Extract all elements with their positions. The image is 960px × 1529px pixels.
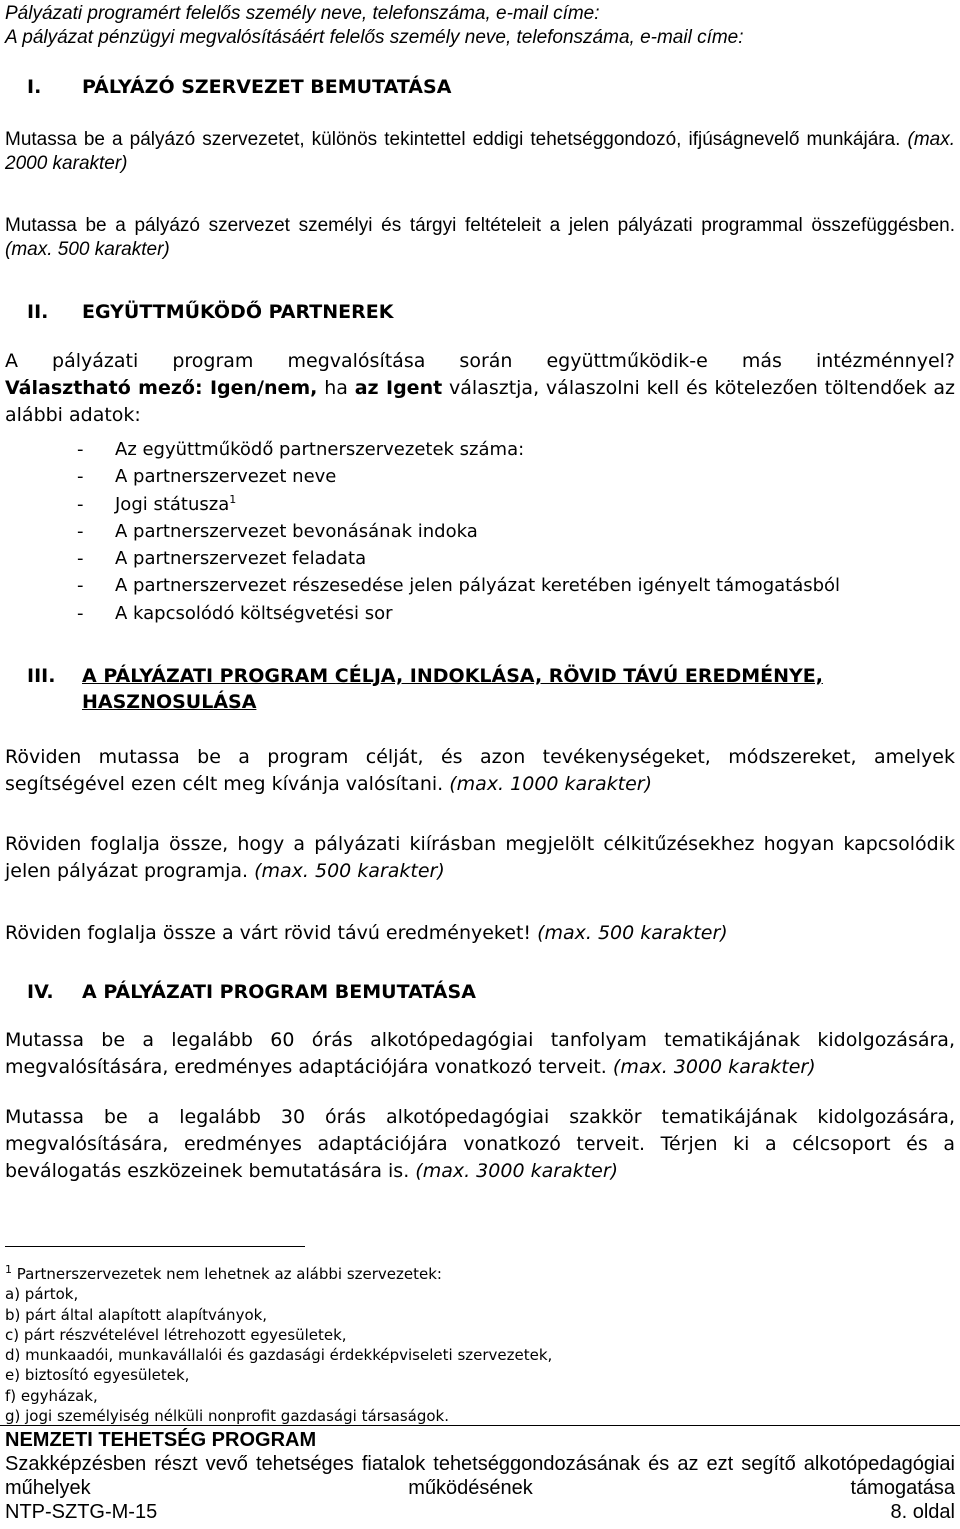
section-3-title-line-1: A PÁLYÁZATI PROGRAM CÉLJA, INDOKLÁSA, RÖVID TÁVÚ EREDMÉNYE, — [82, 665, 823, 687]
section-4-number: IV. — [27, 981, 54, 1003]
footnote-item: d) munkaadói, munkavállalói és gazdasági érdekképviseleti szervezetek, — [5, 1346, 553, 1365]
finance-contact-label: A pályázat pénzügyi megvalósításáért felelős személy neve, telefonszáma, e-mail címe: — [5, 27, 744, 48]
section-1-paragraph-1 — [5, 128, 955, 176]
list-item: - A partnerszervezet bevonásának indoka — [77, 520, 478, 542]
footer-code: NTP-SZTG-M-15 — [5, 1501, 158, 1523]
list-item: - A partnerszervezet feladata — [77, 548, 367, 570]
footer-rule — [0, 1425, 960, 1426]
section-2-intro — [5, 348, 955, 429]
page-footer — [5, 1428, 955, 1524]
char-limit: (max. 500 karakter) — [5, 239, 170, 260]
section-2-number: II. — [27, 301, 49, 323]
char-limit: (max. 500 karakter) — [254, 860, 445, 882]
char-limit: (max. 2000 karakter) — [5, 129, 956, 174]
section-1-paragraph-2 — [5, 214, 955, 262]
char-limit: (max. 3000 karakter) — [415, 1160, 619, 1182]
list-item: - Az együttműködő partnerszervezetek száma: — [77, 439, 525, 460]
footnote-item: b) párt által alapított alapítványok, — [5, 1305, 268, 1324]
section-3-paragraph-1: Röviden mutassa be a program célját, és azon tevékenységeket, módszereket, amelyek segítségével ezen célt meg kívánja valósítani. (max. 1000 karakter) — [5, 746, 955, 795]
footnote-ref: 1 — [229, 492, 237, 506]
section-4-paragraph-2: Mutassa be a legalább 30 órás alkotópedagógiai szakkör tematikájának kidolgozására, megvalósítására, eredményes adaptációjára vonatkozó terveit. Térjen ki a célcsoport és a beválogatás eszközeinek bemutatására is. (max. 3000 karakter) — [5, 1106, 955, 1182]
header-info — [5, 2, 955, 50]
footnote-intro: $^1$ Partnerszervezetek nem lehetnek az alábbi szervezetek: — [5, 1263, 442, 1283]
footnote-item: g) jogi személyiség nélküli nonprofit gazdasági társaságok. — [5, 1407, 449, 1426]
char-limit: (max. 1000 karakter) — [449, 773, 652, 795]
section-3-number: III. — [27, 665, 56, 687]
partner-data-list — [77, 436, 957, 627]
footnote — [5, 1264, 552, 1426]
page-number: 8. oldal — [890, 1501, 955, 1523]
list-item: - Jogi státusza$^1$ — [77, 492, 237, 515]
list-item: - A kapcsolódó költségvetési sor — [77, 602, 393, 624]
footnote-item: f) egyházak, — [5, 1386, 98, 1405]
section-4-title: A PÁLYÁZATI PROGRAM BEMUTATÁSA — [82, 981, 476, 1003]
footnote-item: a) pártok, — [5, 1285, 79, 1304]
char-limit: (max. 3000 karakter) — [612, 1056, 816, 1078]
yes-option: az Igent — [354, 377, 443, 399]
section-1-title: PÁLYÁZÓ SZERVEZET BEMUTATÁSA — [82, 76, 452, 98]
field-label: Választható mező: Igen/nem, — [5, 377, 318, 399]
footnote-item: e) biztosító egyesületek, — [5, 1366, 190, 1385]
footer-program-name: NEMZETI TEHETSÉG PROGRAM — [5, 1429, 317, 1451]
selectable-field-description: Választható mező: Igen/nem, ha az Igent választja, válaszolni kell és kötelezően töltendőek az alábbi adatok: — [5, 377, 956, 426]
char-limit: (max. 500 karakter) — [537, 922, 728, 944]
footnote-separator — [5, 1246, 305, 1247]
list-item: - A partnerszervezet neve — [77, 466, 337, 488]
footer-subtitle: Szakképzésben részt vevő tehetséges fiatalok tehetséggondozásának és az ezt segítő alkotópedagógiai műhelyek működésének támogatása — [5, 1453, 955, 1499]
section-2-title: EGYÜTTMŰKÖDŐ PARTNEREK — [82, 301, 394, 323]
cooperation-question: A pályázati program megvalósítása során együttműködik-e más intézménnyel? — [5, 350, 955, 372]
section-3-paragraph-2: Röviden foglalja össze, hogy a pályázati kiírásban megjelölt célkitűzésekhez hogyan kapcsolódik jelen pályázat programja. (max. 500 karakter) — [5, 833, 955, 882]
paragraph-text: Mutassa be a pályázó szervezet személyi és tárgyi feltételeit a jelen pályázati programmal összefüggésben. — [5, 215, 955, 236]
list-item: - A partnerszervezet részesedése jelen pályázat keretében igényelt támogatásból — [77, 575, 841, 597]
section-4-paragraph-1: Mutassa be a legalább 60 órás alkotópedagógiai tanfolyam tematikájának kidolgozására, megvalósítására, eredményes adaptációjára vonatkozó terveit. (max. 3000 karakter) — [5, 1029, 955, 1078]
footnote-number: 1 — [5, 1263, 12, 1276]
section-1-number: I. — [27, 76, 42, 98]
paragraph-text: Mutassa be a pályázó szervezetet, különös tekintettel eddigi tehetséggondozó, ifjúságnevelő munkájára. — [5, 129, 901, 150]
footnote-item: c) párt részvételével létrehozott egyesületek, — [5, 1325, 347, 1344]
section-3-paragraph-3: Röviden foglalja össze a várt rövid távú eredményeket! (max. 500 karakter) — [5, 922, 728, 944]
program-contact-label: Pályázati programért felelős személy neve, telefonszáma, e-mail címe: — [5, 3, 600, 24]
section-3-title-line-2: HASZNOSULÁSA — [82, 691, 257, 713]
